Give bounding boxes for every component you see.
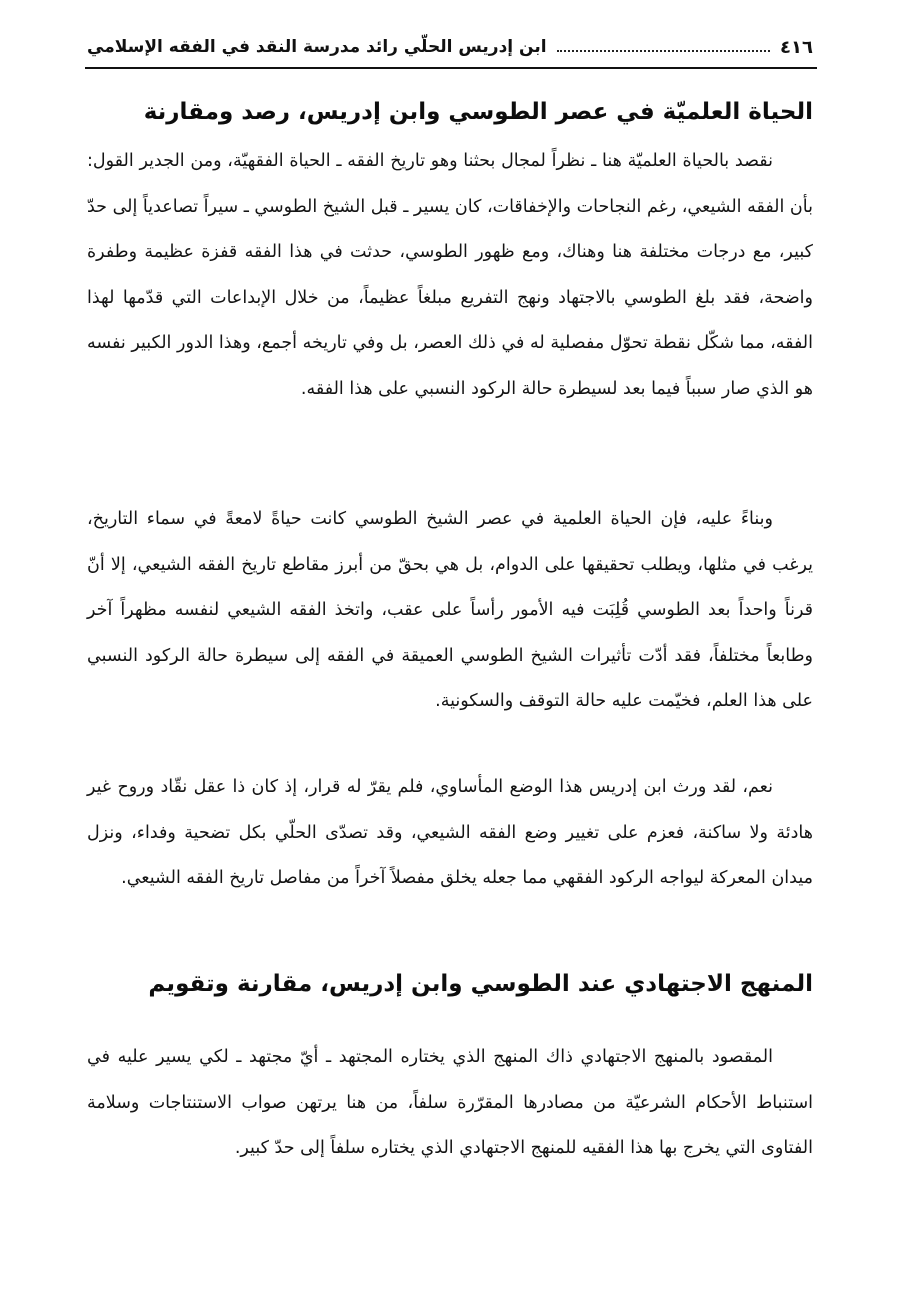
- section-heading-scholarly-life: الحياة العلميّة في عصر الطوسي وابن إدريس، رصد ومقارنة: [143, 99, 813, 125]
- paragraph: وبناءً عليه، فإن الحياة العلمية في عصر الشيخ الطوسي كانت حياةً لامعةً في سماء التاريخ، يرغب في مثلها، ويطلب تحقيقها على الدوام، بل هي بحقّ من أبرز مقاطع تاريخ الفقه الشيعي، إلا أنّ قرناً واحداً بعد الطوسي قُلِبَت فيه الأمور رأساً على عقب، واتخذ الفقه الشيعي لنفسه مظهراً آخر وطابعاً مختلفاً، فقد أدّت تأثيرات الشيخ الطوسي العميقة في الفقه إلى سيطرة حالة الركود النسبي على هذا العلم، فخيّمت عليه حالة التوقف والسكونية.: [87, 509, 813, 712]
- paragraph: نقصد بالحياة العلميّة هنا ـ نظراً لمجال بحثنا وهو تاريخ الفقه ـ الحياة الفقهيّة، ومن الجدير القول: بأن الفقه الشيعي، رغم النجاحات والإخفاقات، كان يسير ـ قبل الشيخ الطوسي ـ سيراً تصاعدياً إلى حدّ كبير، مع درجات مختلفة هنا وهناك، ومع ظهور الطوسي، حدثت في هذا الفقه قفزة عظيمة وطفرة واضحة، فقد بلغ الطوسي بالاجتهاد ونهج التفريع مبلغاً عظيماً، من خلال الإبداعات التي قدّمها لهذا الفقه، مما شكّل نقطة تحوّل مفصلية له في ذلك العصر، بل وفي تاريخه أجمع، وهذا الدور الكبير نفسه هو الذي صار سبباً فيما بعد لسيطرة حالة الركود النسبي على هذا الفقه.: [87, 151, 813, 399]
- paragraph: المقصود بالمنهج الاجتهادي ذاك المنهج الذي يختاره المجتهد ـ أيّ مجتهد ـ لكي يسير عليه في استنباط الأحكام الشرعيّة من مصادرها المقرّرة سلفاً، من هنا يرتهن صواب الاستنتاجات وسلامة الفتاوى التي يخرج بها هذا الفقيه للمنهج الاجتهادي الذي يختاره سلفاً إلى حدّ كبير.: [87, 1047, 813, 1159]
- running-title: ابن إدريس الحلّي رائد مدرسة النقد في الفقه الإسلامي: [87, 37, 547, 57]
- running-header: [87, 30, 813, 64]
- header-divider: [85, 67, 817, 69]
- paragraph: نعم، لقد ورث ابن إدريس هذا الوضع المأساوي، فلم يقرّ له قرار، إذ كان ذا عقل نقّاد وروح غير هادئة ولا ساكنة، فعزم على تغيير وضع الفقه الشيعي، وقد تصدّى الحلّي بكل تضحية وفداء، ونزل ميدان المعركة ليواجه الركود الفقهي مما جعله يخلق مفصلاً آخراً من مفاصل تاريخ الفقه الشيعي.: [87, 777, 813, 889]
- header-dot-leader: [557, 50, 770, 52]
- page-number: ٤١٦: [780, 36, 813, 58]
- section-heading-ijtihad-method: المنهج الاجتهادي عند الطوسي وابن إدريس، مقارنة وتقويم: [148, 971, 813, 997]
